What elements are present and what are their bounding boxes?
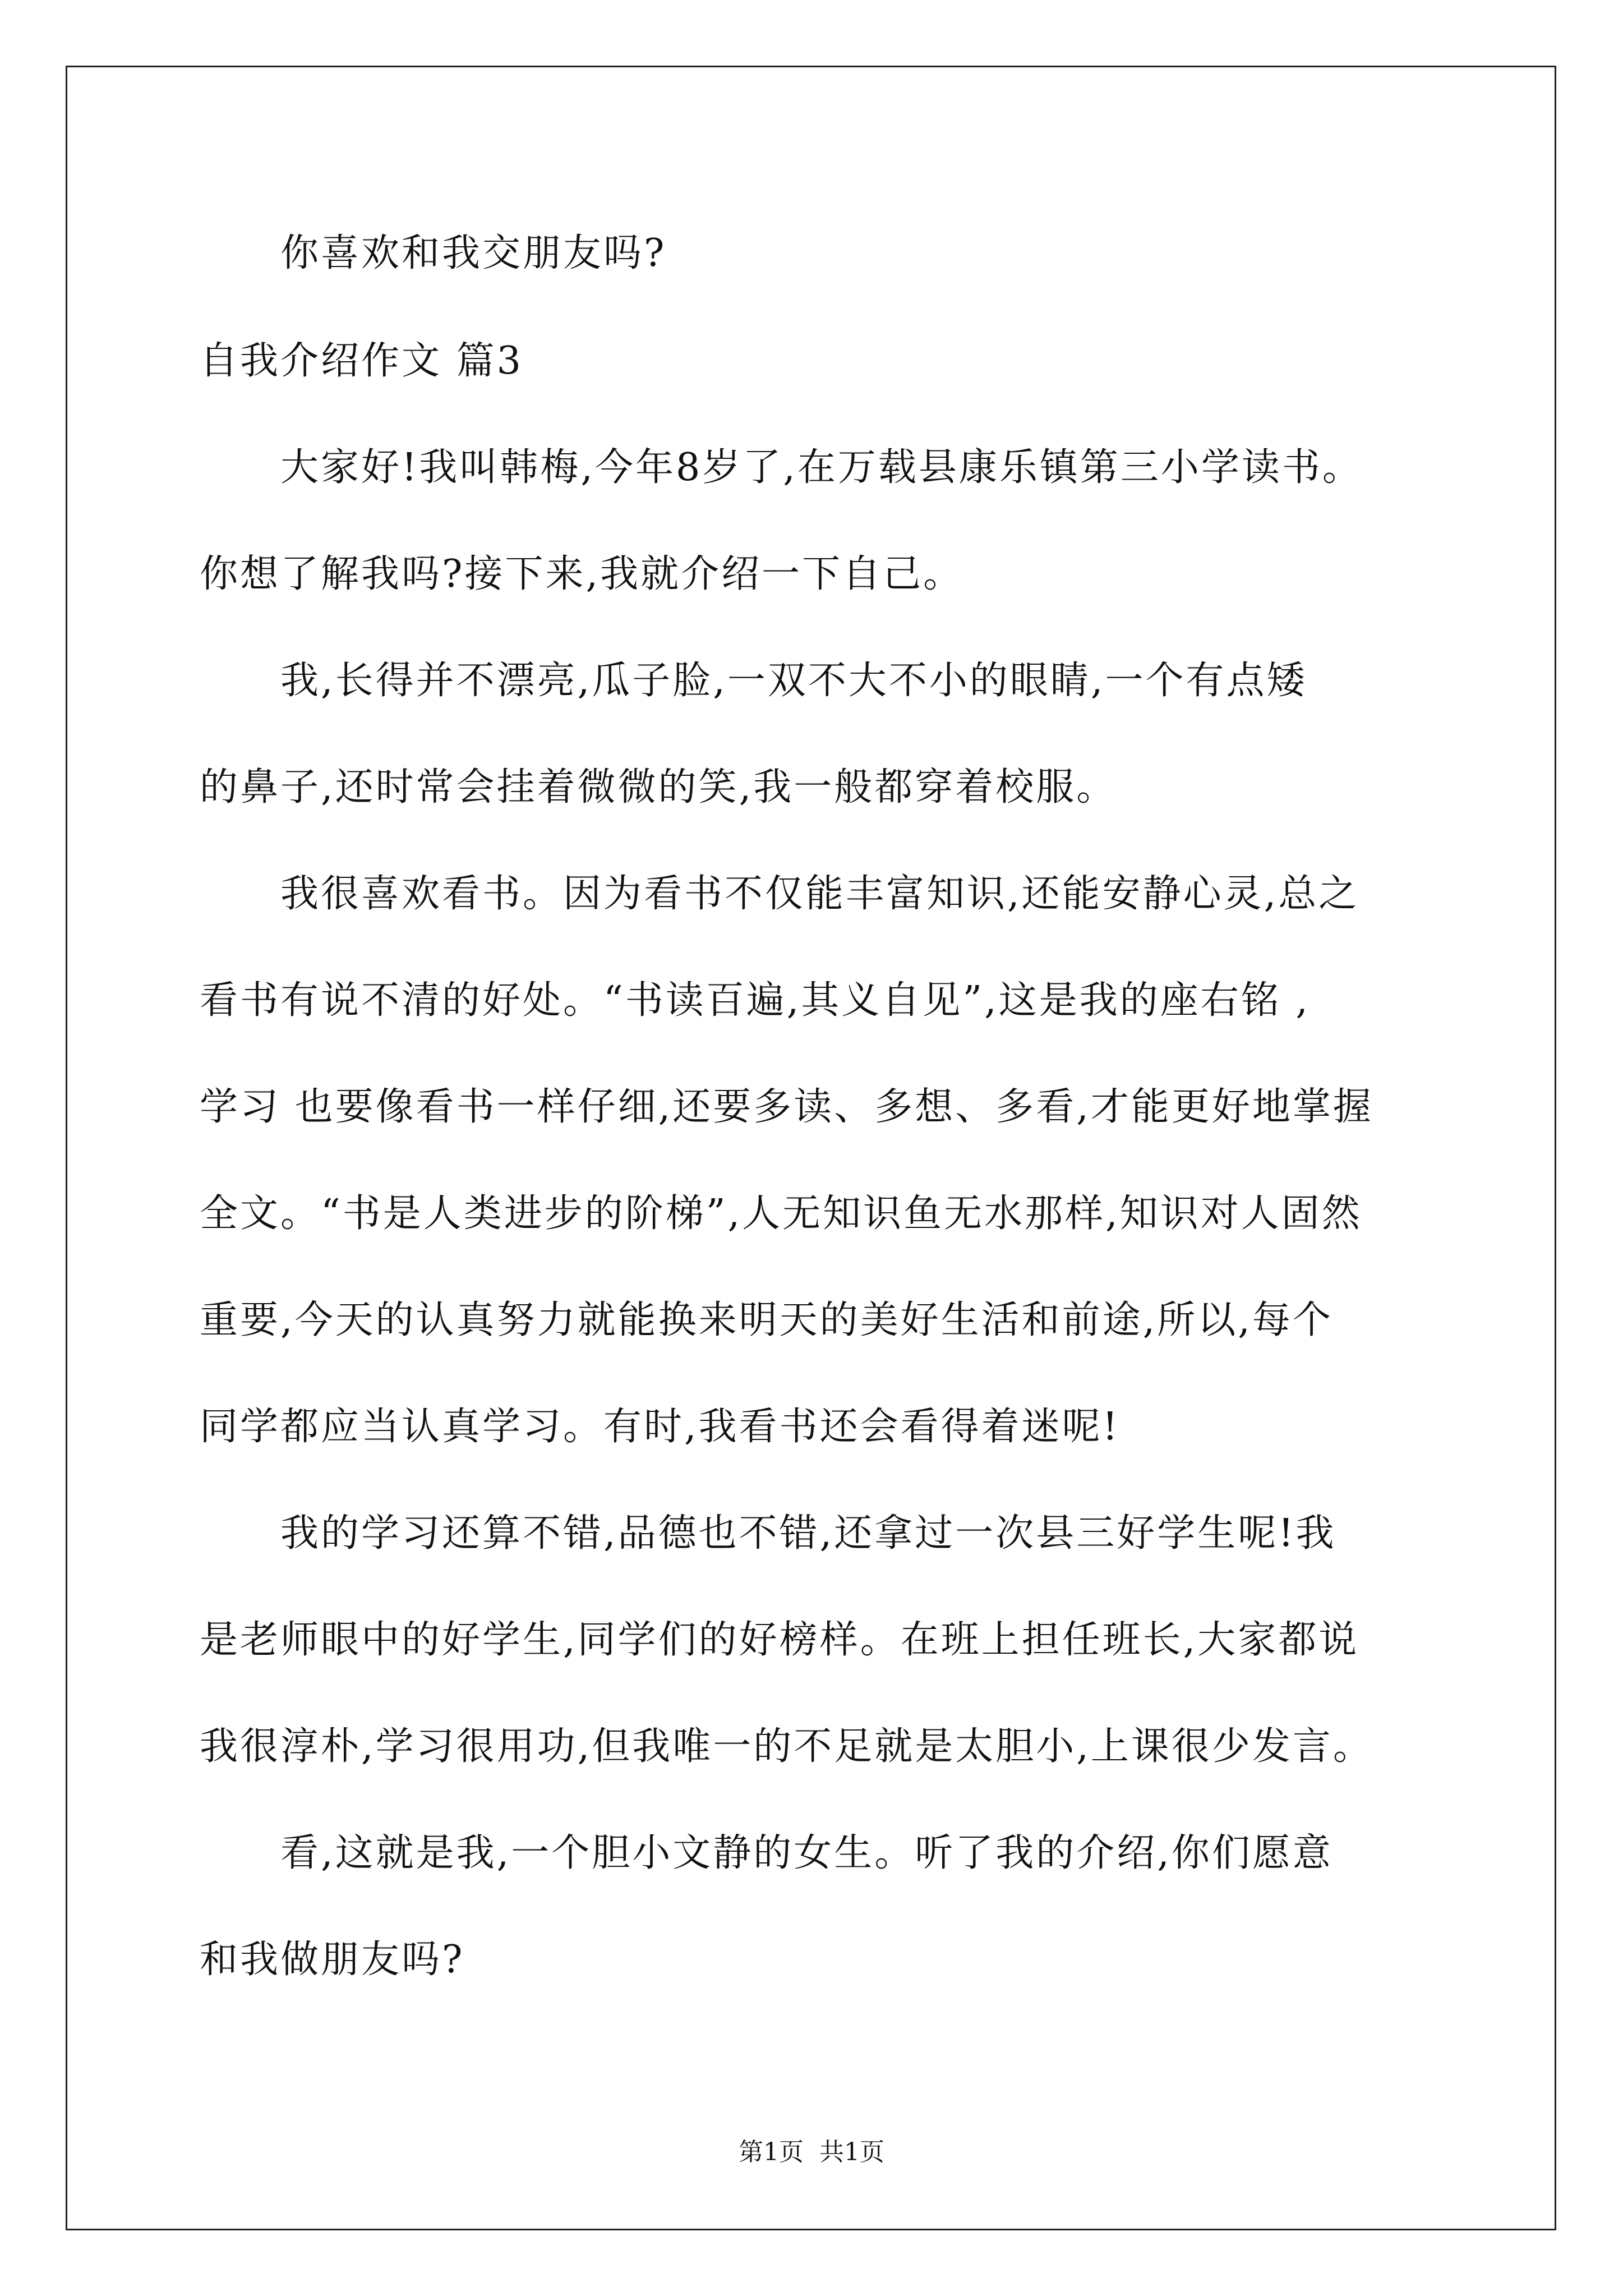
paragraph-line: 全文。“书是人类进步的阶梯”,人无知识鱼无水那样,知识对人固然 [200,1191,1362,1236]
paragraph-line: 看书有说不清的好处。“书读百遍,其义自见”,这是我的座右铭 , [200,978,1310,1023]
paragraph-line: 是老师眼中的好学生,同学们的好榜样。在班上担任班长,大家都说 [200,1618,1359,1662]
paragraph-line: 和我做朋友吗? [200,1938,465,1982]
paragraph-line: 我的学习还算不错,品德也不错,还拿过一次县三好学生呢!我 [280,1511,1336,1556]
paragraph-line: 我很喜欢看书。因为看书不仅能丰富知识,还能安静心灵,总之 [280,872,1359,916]
paragraph-line: 你想了解我吗?接下来,我就介绍一下自己。 [200,552,964,596]
paragraph-line: 看,这就是我,一个胆小文静的女生。听了我的介绍,你们愿意 [280,1831,1333,1875]
page-border [66,66,1556,2230]
paragraph-line: 重要,今天的认真努力就能换来明天的美好生活和前途,所以,每个 [200,1298,1333,1342]
paragraph-line: 同学都应当认真学习。有时,我看书还会看得着迷呢! [200,1405,1120,1449]
paragraph-line: 你喜欢和我交朋友吗? [280,231,667,275]
paragraph-line: 大家好!我叫韩梅,今年8岁了,在万载县康乐镇第三小学读书。 [280,445,1363,490]
paragraph-line: 我,长得并不漂亮,瓜子脸,一双不大不小的眼睛,一个有点矮 [280,659,1307,703]
paragraph-line: 学习 也要像看书一样仔细,还要多读、多想、多看,才能更好地掌握 [200,1085,1373,1129]
section-heading: 自我介绍作文 篇3 [200,339,523,383]
paragraph-line: 我很淳朴,学习很用功,但我唯一的不足就是太胆小,上课很少发言。 [200,1724,1373,1769]
paragraph-line: 的鼻子,还时常会挂着微微的笑,我一般都穿着校服。 [200,765,1117,809]
page-footer: 第1页 共1页 [739,2138,884,2166]
